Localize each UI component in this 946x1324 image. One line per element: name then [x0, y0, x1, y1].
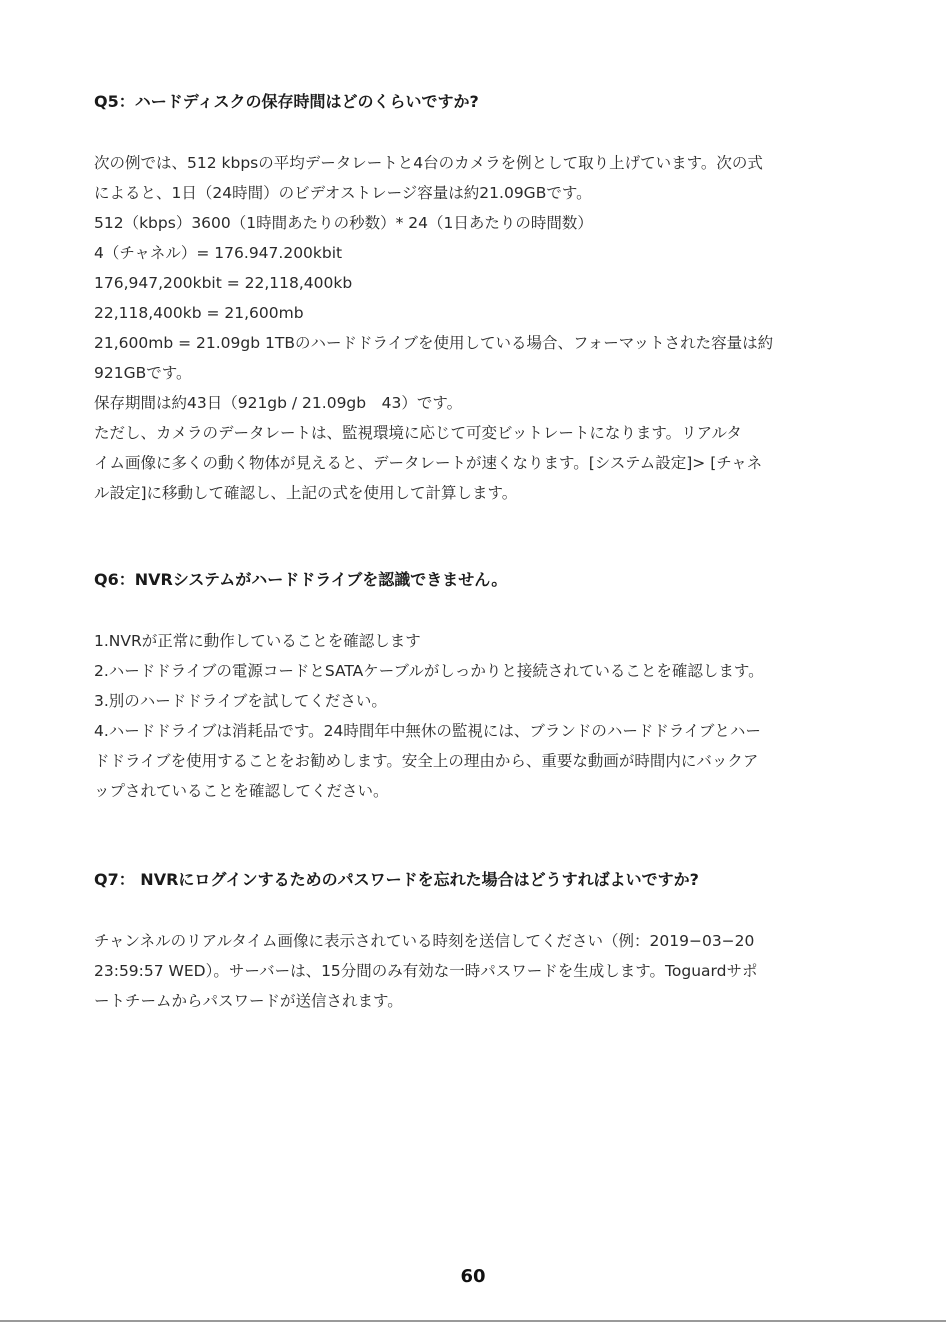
bottom-rule — [0, 1320, 946, 1322]
answer-line: 2.ハードドライブの電源コードとSATAケーブルがしっかりと接続されていることを確認します。 — [94, 662, 764, 680]
answer-line: 1.NVRが正常に動作していることを確認します — [94, 632, 421, 650]
answer-line: 22,118,400kb = 21,600mb — [94, 304, 304, 322]
faq-section-q6 — [94, 567, 864, 806]
answer-line: ドドライブを使用することをお勧めします。安全上の理由から、重要な動画が時間内にバックア — [94, 752, 759, 770]
answer-line: チャンネルのリアルタイム画像に表示されている時刻を送信してください（例：2019−03−20 — [94, 932, 755, 950]
question-heading: Q6：NVRシステムがハードドライブを認識できません。 — [94, 570, 508, 589]
answer-line: によると、1日（24時間）のビデオストレージ容量は約21.09GBです。 — [94, 184, 592, 202]
answer-line: ートチームからパスワードが送信されます。 — [94, 992, 403, 1010]
answer-line: 176,947,200kbit = 22,118,400kb — [94, 274, 353, 292]
answer-line: 4.ハードドライブは消耗品です。24時間年中無休の監視には、ブランドのハードドライブとハー — [94, 722, 761, 740]
page-number: 60 — [460, 1266, 486, 1287]
answer-line: 保存期間は約43日（921gb / 21.09gb 43）です。 — [94, 394, 463, 412]
answer-line: ップされていることを確認してください。 — [94, 782, 389, 800]
answer-line: ル設定]に移動して確認し、上記の式を使用して計算します。 — [94, 484, 518, 502]
answer-line: 次の例では、512 kbpsの平均データレートと4台のカメラを例として取り上げています。次の式 — [94, 154, 763, 172]
answer-line: 512（kbps）3600（1時間あたりの秒数）* 24（1日あたりの時間数） — [94, 214, 593, 232]
answer-line: イム画像に多くの動く物体が見えると、データレートが速くなります。[システム設定]> [チャネ — [94, 454, 763, 472]
answer-line: 4（チャネル）= 176.947.200kbit — [94, 244, 343, 262]
faq-section-q5 — [94, 89, 864, 508]
answer-body — [94, 626, 864, 806]
answer-line: 921GBです。 — [94, 364, 192, 382]
faq-section-q7 — [94, 867, 864, 1016]
answer-line: 21,600mb = 21.09gb 1TBのハードドライブを使用している場合、フォーマットされた容量は約 — [94, 334, 774, 352]
answer-line: 23:59:57 WED）。サーバーは、15分間のみ有効な一時パスワードを生成します。Toguardサポ — [94, 962, 758, 980]
answer-body — [94, 148, 864, 508]
question-heading: Q7： NVRにログインするためのパスワードを忘れた場合はどうすればよいですか? — [94, 870, 699, 889]
answer-line: ただし、カメラのデータレートは、監視環境に応じて可変ビットレートになります。リアルタ — [94, 424, 742, 442]
answer-line: 3.別のハードドライブを試してください。 — [94, 692, 387, 710]
answer-body — [94, 926, 864, 1016]
question-heading: Q5：ハードディスクの保存時間はどのくらいですか? — [94, 92, 479, 111]
